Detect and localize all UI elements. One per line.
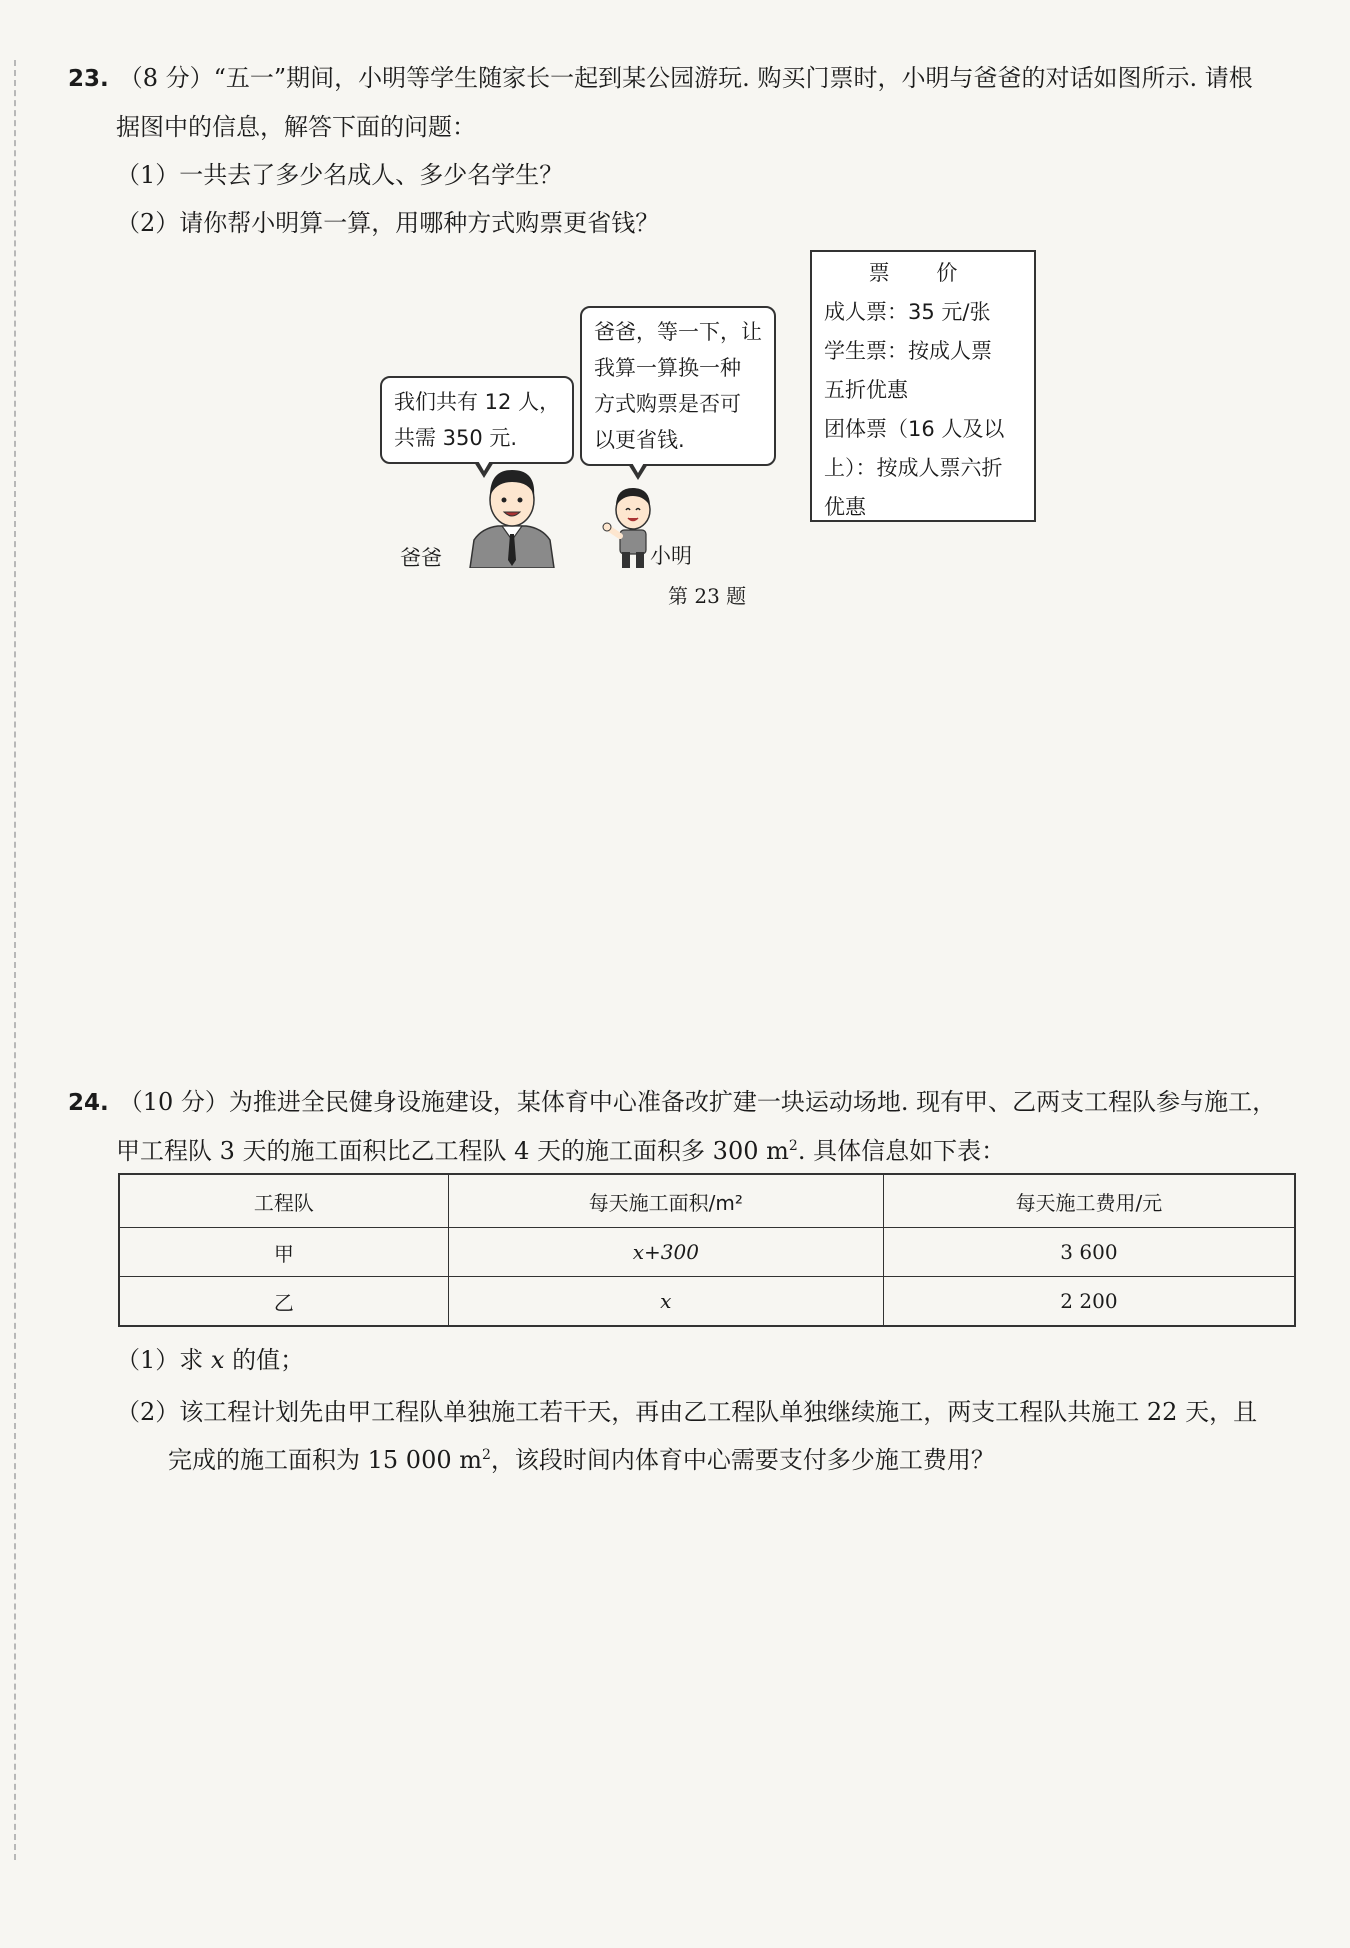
table-header-row [119, 1174, 1295, 1228]
q23-sub2: （2）请你帮小明算一算，用哪种方式购票更省钱？ [116, 209, 660, 237]
price-line: 五折优惠 [824, 378, 908, 402]
table-cell: x [448, 1277, 883, 1327]
price-line: 上）：按成人票六折 [824, 456, 1003, 480]
q23-number: 23. [68, 66, 109, 92]
xiaoming-label: 小明 [650, 544, 692, 568]
table-cell: 3 600 [883, 1228, 1295, 1277]
son-bubble-line: 以更省钱. [594, 428, 685, 452]
price-line: 优惠 [824, 495, 866, 519]
superscript: 2 [482, 1447, 491, 1463]
table-row [119, 1228, 1295, 1277]
q24-subquestions [68, 1336, 1308, 1484]
table-header: 每天施工面积/m² [448, 1174, 883, 1228]
ticket-price-box [810, 250, 1036, 522]
figure-caption: 第 23 题 [668, 584, 747, 608]
table-cell: 甲 [119, 1228, 448, 1277]
q24-stem-1: （10 分）为推进全民健身设施建设，某体育中心准备改扩建一块运动场地. 现有甲、乙两支工程队参与施工， [118, 1088, 1277, 1116]
table-cell: 乙 [119, 1277, 448, 1327]
q24-stem-2-text: 甲工程队 3 天的施工面积比乙工程队 4 天的施工面积多 300 m [116, 1137, 789, 1165]
dad-speech-bubble [380, 376, 574, 464]
son-speech-bubble [580, 306, 776, 466]
q24-stem-2-tail: . 具体信息如下表： [797, 1137, 1006, 1165]
q24-sub1-tail: 的值； [224, 1346, 305, 1374]
q24-sub2-line1: （2）该工程计划先由甲工程队单独施工若干天，再由乙工程队单独继续施工，两支工程队共施工 22 天，且 [116, 1398, 1258, 1426]
q24-sub1-text: （1）求 [116, 1346, 211, 1374]
superscript: 2 [788, 1138, 798, 1154]
son-bubble-line: 方式购票是否可 [594, 392, 741, 416]
dad-label: 爸爸 [400, 546, 442, 570]
binding-margin-line [14, 60, 16, 1860]
q24-sub1 [68, 1336, 1308, 1384]
table-cell: 2 200 [883, 1277, 1295, 1327]
q23-stem-2: 据图中的信息，解答下面的问题： [116, 113, 476, 141]
q24-sub2-line2 [68, 1436, 1308, 1484]
son-bubble-line: 我算一算换一种 [594, 356, 741, 380]
q24-info-table [118, 1173, 1296, 1327]
q24-sub2-tail: ，该段时间内体育中心需要支付多少施工费用？ [490, 1446, 995, 1474]
table-header: 工程队 [119, 1174, 448, 1228]
q23-sub1: （1）一共去了多少名成人、多少名学生？ [116, 161, 564, 189]
q24-line1 [68, 1078, 1308, 1127]
question-24 [68, 1078, 1308, 1175]
question-23 [68, 54, 1308, 247]
q23-figure [380, 250, 1040, 610]
q24-number: 24. [68, 1090, 109, 1116]
dad-bubble-line: 共需 350 元. [394, 426, 518, 450]
dad-bubble-line: 我们共有 12 人， [394, 390, 561, 414]
q23-stem-1: （8 分）“五一”期间，小明等学生随家长一起到某公园游玩. 购买门票时，小明与爸爸的对话如图所示. 请根 [118, 64, 1253, 92]
q24-stem-2 [68, 1127, 1308, 1175]
q23-line1 [68, 54, 1308, 103]
q24-sub2-text: 完成的施工面积为 15 000 m [168, 1446, 482, 1474]
price-box-title: 票 价 [868, 261, 978, 285]
price-line: 学生票：按成人票 [824, 339, 992, 363]
price-line: 团体票（16 人及以 [824, 417, 1005, 441]
son-bubble-line: 爸爸，等一下，让 [594, 320, 762, 344]
dad-illustration-icon [462, 462, 562, 568]
variable-x: x [210, 1346, 225, 1374]
price-line: 成人票：35 元/张 [824, 300, 991, 324]
table-row [119, 1277, 1295, 1327]
table-header: 每天施工费用/元 [883, 1174, 1295, 1228]
table-cell: x+300 [448, 1228, 883, 1277]
